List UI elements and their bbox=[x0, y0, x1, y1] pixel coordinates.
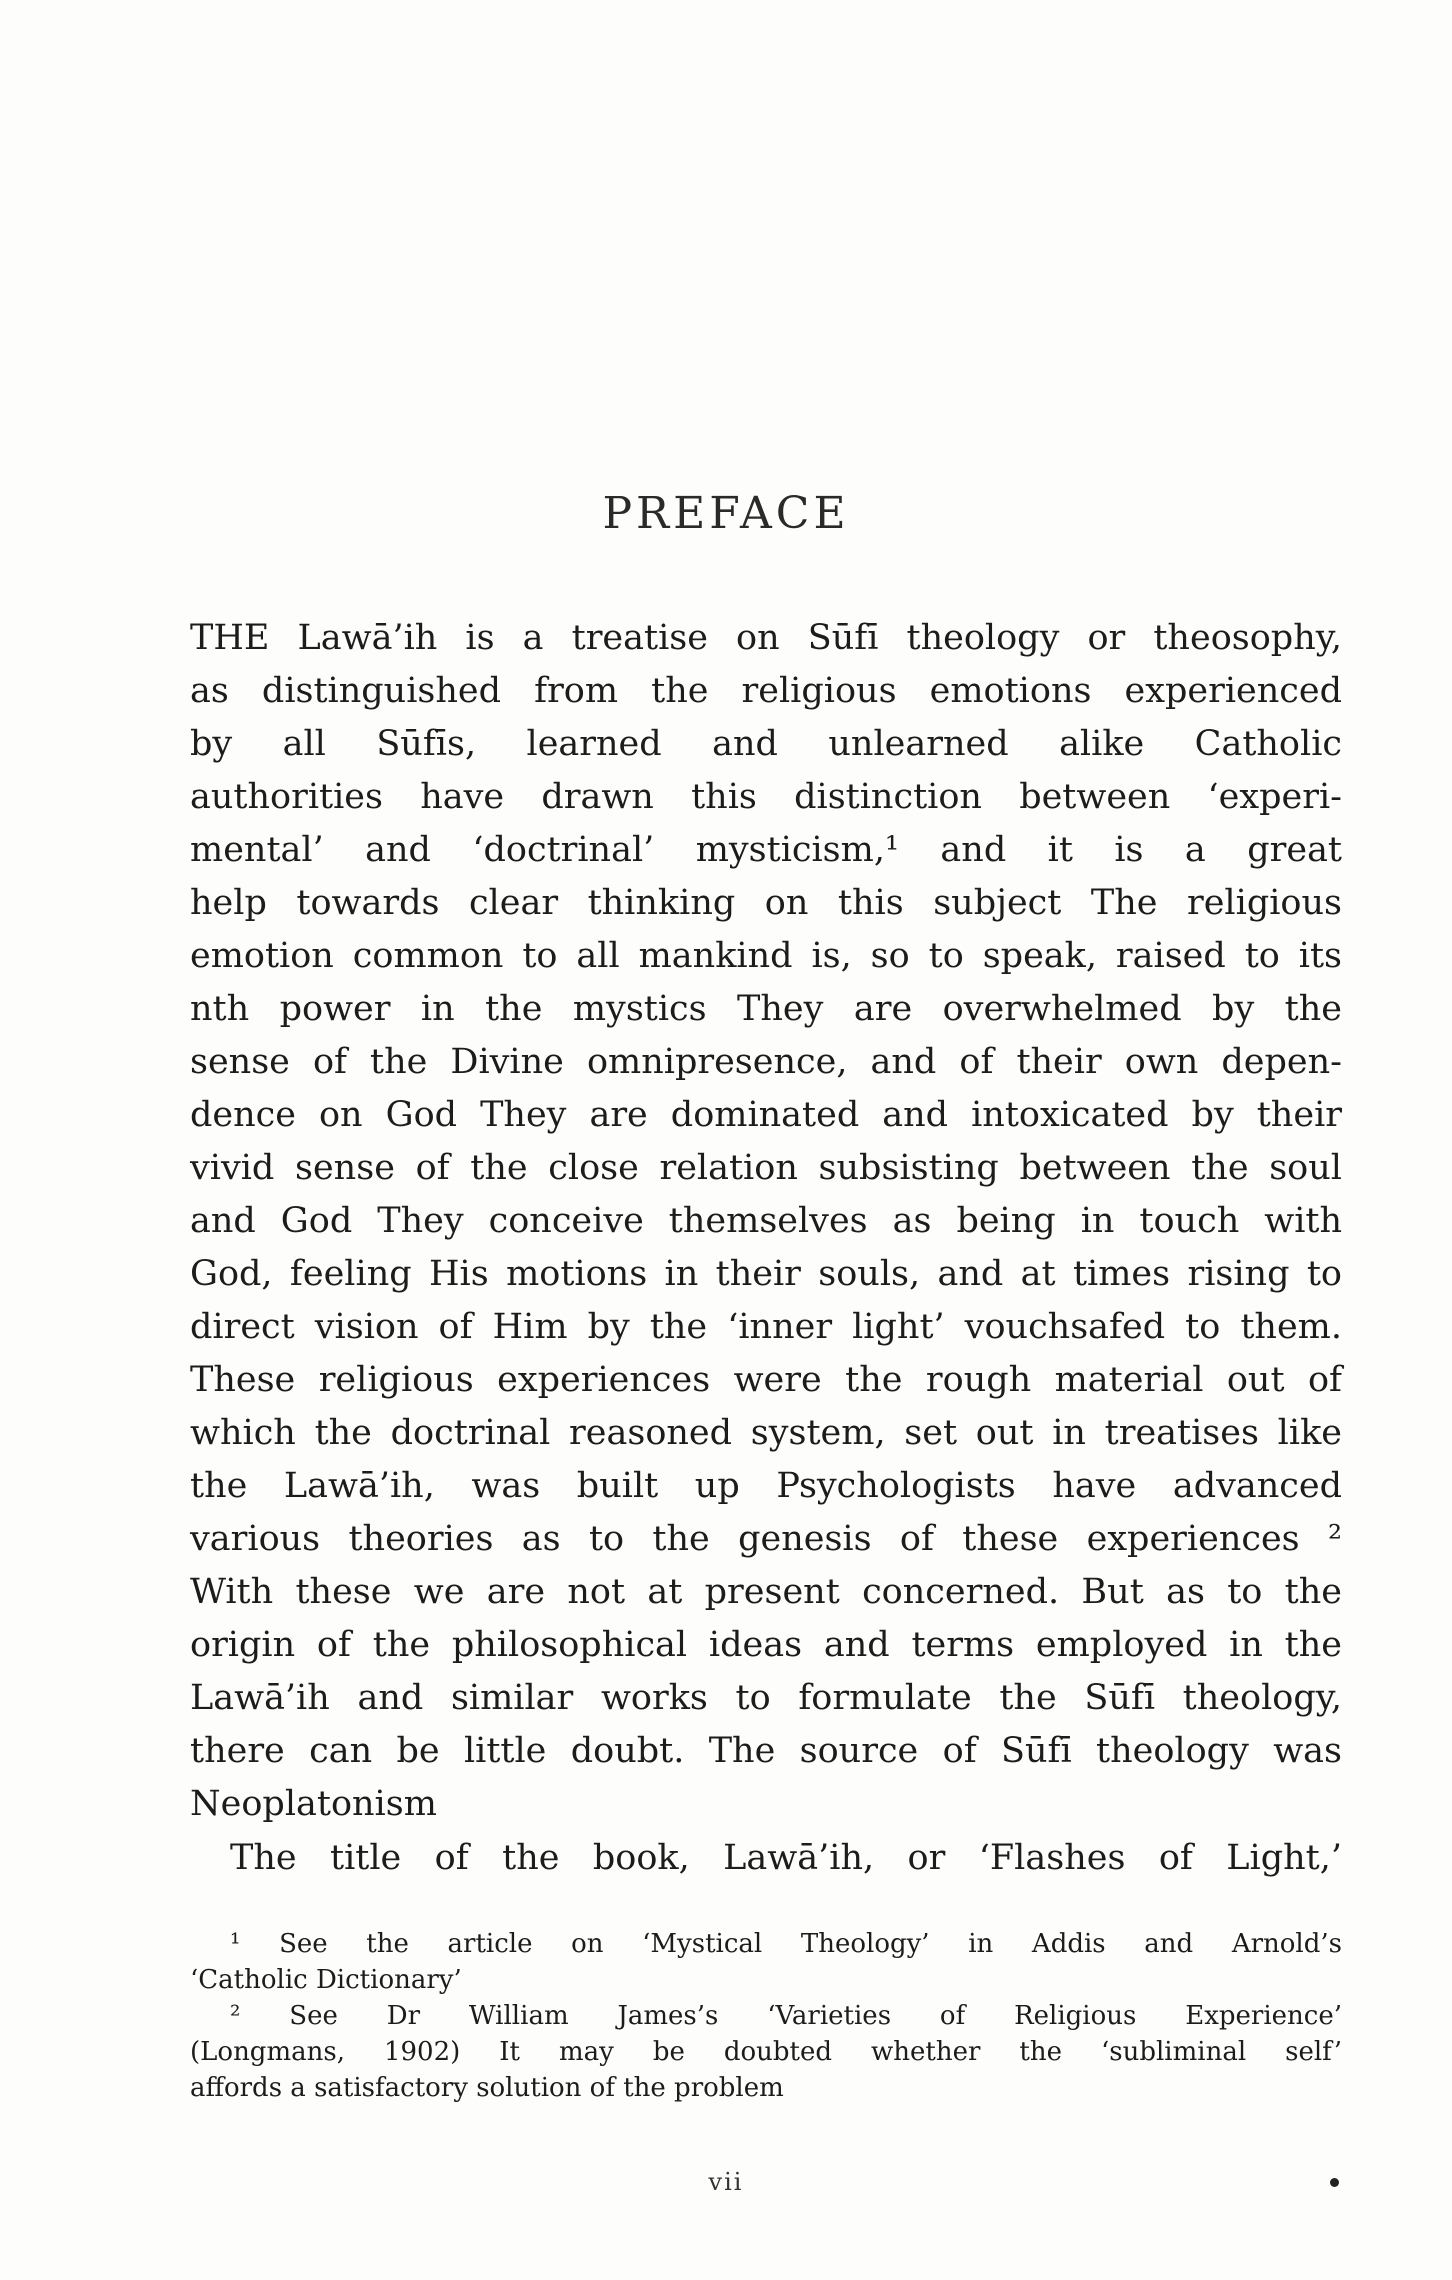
footnote-line: (Longmans, 1902) It may be doubted whether the ‘subliminal self’ bbox=[190, 2037, 1342, 2067]
text-line: nth power in the mystics They are overwhelmed by the bbox=[190, 989, 1342, 1029]
text-line: the Lawā’ih, was built up Psychologists have advanced bbox=[190, 1466, 1342, 1506]
text-line: there can be little doubt. The source of Sūfī theology was bbox=[190, 1731, 1342, 1771]
text-line: God, feeling His motions in their souls, and at times rising to bbox=[190, 1254, 1342, 1294]
text-line: as distinguished from the religious emotions experienced bbox=[190, 671, 1342, 711]
footnote-line: ¹ See the article on ‘Mystical Theology’ in Addis and Arnold’s bbox=[230, 1929, 1342, 1959]
text-line: Lawā’ih and similar works to formulate the Sūfī theology, bbox=[190, 1678, 1342, 1718]
text-line: These religious experiences were the rough material out of bbox=[190, 1360, 1342, 1400]
text-line: origin of the philosophical ideas and terms employed in the bbox=[190, 1625, 1342, 1665]
footnote-line: ‘Catholic Dictionary’ bbox=[190, 1965, 462, 1995]
text-line: various theories as to the genesis of these experiences ² bbox=[190, 1519, 1342, 1559]
body-paragraph bbox=[190, 612, 1342, 1831]
text-line: sense of the Divine omnipresence, and of their own depen- bbox=[190, 1042, 1342, 1082]
text-line: emotion common to all mankind is, so to speak, raised to its bbox=[190, 936, 1342, 976]
text-line: which the doctrinal reasoned system, set out in treatises like bbox=[190, 1413, 1342, 1453]
text-line: by all Sūfīs, learned and unlearned alike Catholic bbox=[190, 724, 1342, 764]
footnote-line: affords a satisfactory solution of the problem bbox=[190, 2073, 784, 2103]
text-line: help towards clear thinking on this subject The religious bbox=[190, 883, 1342, 923]
text-line: authorities have drawn this distinction between ‘experi- bbox=[190, 777, 1342, 817]
footnote-line: ² See Dr William James’s ‘Varieties of Religious Experience’ bbox=[230, 2001, 1342, 2031]
text-line: THE Lawā’ih is a treatise on Sūfī theology or theosophy, bbox=[190, 618, 1342, 658]
ink-speck bbox=[1330, 2178, 1339, 2187]
footnotes bbox=[190, 1926, 1342, 2106]
text-line: Neoplatonism bbox=[190, 1784, 437, 1824]
text-line: direct vision of Him by the ‘inner light’ vouchsafed to them. bbox=[190, 1307, 1342, 1347]
text-line: The title of the book, Lawā’ih, or ‘Flashes of Light,’ bbox=[230, 1838, 1342, 1878]
text-line: With these we are not at present concerned. But as to the bbox=[190, 1572, 1342, 1612]
page-number: vii bbox=[708, 2168, 744, 2196]
text-line: mental’ and ‘doctrinal’ mysticism,¹ and it is a great bbox=[190, 830, 1342, 870]
continuation-paragraph bbox=[190, 1832, 1342, 1885]
text-line: and God They conceive themselves as being in touch with bbox=[190, 1201, 1342, 1241]
page-title: PREFACE bbox=[602, 488, 850, 539]
text-line: vivid sense of the close relation subsisting between the soul bbox=[190, 1148, 1342, 1188]
text-line: dence on God They are dominated and intoxicated by their bbox=[190, 1095, 1342, 1135]
